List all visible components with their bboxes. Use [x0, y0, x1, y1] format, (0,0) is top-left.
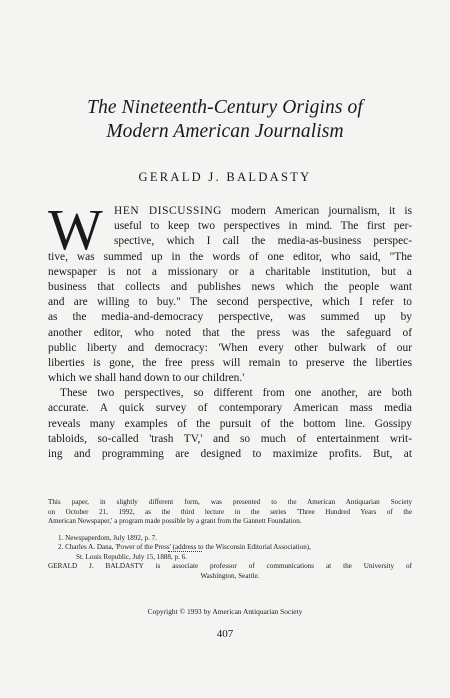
title-line-1: The Nineteenth-Century Origins of — [87, 97, 363, 118]
body-line: reveals many examples of the pursuit of the bottom line. Gossipy — [48, 417, 412, 430]
footnote-line: American Newspaper,' a program made possible by a grant from the Gannett Foundation. — [48, 517, 302, 526]
body-text — [48, 197, 413, 462]
body-line: tabloids, so-called 'trash TV,' and so much of entertainment writ- — [48, 432, 412, 445]
body-line: These two perspectives, so different from one another, are both — [60, 387, 412, 400]
body-line: newspaper is not a missionary or a charitable institution, but a — [48, 265, 412, 278]
author-bio — [48, 562, 412, 582]
footnote-2: 2. Charles A. Dana, 'Power of the Press' (address to the Wisconsin Editorial Association), — [58, 543, 311, 552]
drop-cap: W — [48, 197, 103, 262]
article-title — [0, 96, 450, 144]
footnote-list — [48, 534, 412, 563]
body-line: ing and programming are designed to maximize profits. But, at — [48, 448, 412, 460]
divider-rule — [168, 551, 202, 552]
body-line: another editor, who noted that the press was the safeguard of — [48, 326, 412, 339]
body-line: as the media-and-democracy perspective, was summed up by — [48, 311, 412, 324]
footnote-line: This paper, in slightly different form, was presented to the American Antiquarian Society — [48, 498, 412, 506]
body-line: public liberty and democracy: 'When every other bulwark of our — [48, 341, 412, 354]
author-name: GERALD J. BALDASTY — [138, 170, 312, 184]
footnote-1: 1. Newspaperdom, July 1892, p. 7. — [58, 533, 157, 542]
body-line: accurate. A quick survey of contemporary American mass media — [48, 402, 412, 415]
body-line: useful to keep two perspectives in mind. The first per- — [114, 220, 412, 233]
opening-smallcaps: HEN DISCUSSING — [114, 205, 222, 217]
copyright-notice: Copyright © 1993 by American Antiquarian Society — [147, 607, 303, 616]
body-line: spective, which I call the media-as-business perspec- — [114, 235, 412, 248]
body-line: tive, was summed up in the words of one editor, who said, "The — [48, 250, 412, 263]
body-line: HEN DISCUSSING modern American journalism, it is — [114, 205, 413, 217]
footnote-intro — [48, 498, 412, 527]
footnote-2-cont: St. Louis Republic, July 15, 1888, p. 6. — [76, 552, 187, 561]
body-line: liberties is gone, the free press will remain to preserve the liberties — [48, 356, 412, 369]
title-line-2: Modern American Journalism — [106, 121, 344, 142]
body-line: which we shall hand down to our children.' — [48, 372, 245, 385]
page-number: 407 — [216, 628, 234, 640]
footnote-line: on October 21, 1992, as the third lecture in the series 'Three Hundred Years of the — [48, 507, 412, 516]
bio-line: GERALD J. BALDASTY is associate professor of communications at the University of — [48, 562, 412, 570]
body-line: business that collects and publishes news which the people want — [48, 280, 412, 293]
bio-line: Washington, Seattle. — [200, 571, 260, 580]
footnotes-section — [48, 498, 412, 563]
body-line: and are willing to buy." The second perspective, which I refer to — [48, 296, 412, 309]
